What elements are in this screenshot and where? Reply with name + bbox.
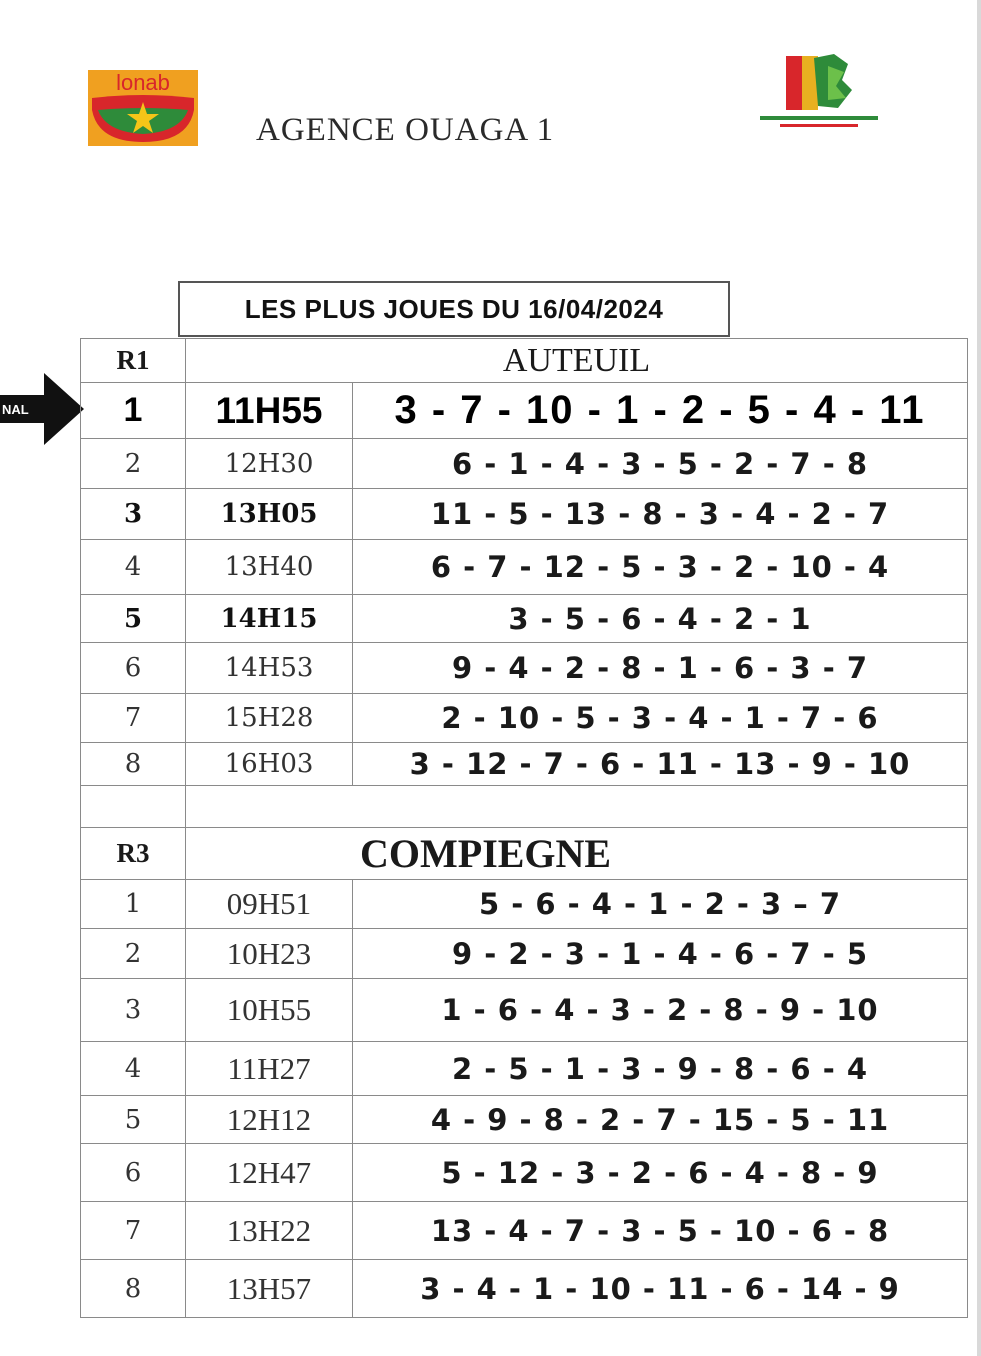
- race-time: 13H57: [186, 1260, 353, 1318]
- race-number: 1: [81, 383, 186, 439]
- race-combination: 1 - 6 - 4 - 3 - 2 - 8 - 9 - 10: [353, 979, 968, 1042]
- race-time: 12H12: [186, 1096, 353, 1144]
- race-time: 13H05: [186, 489, 353, 540]
- table-row: [81, 489, 968, 540]
- race-time: 11H55: [186, 383, 353, 439]
- race-combination: 6 - 1 - 4 - 3 - 5 - 2 - 7 - 8: [353, 439, 968, 489]
- meeting-code: R3: [81, 828, 186, 880]
- meeting-header-row: [81, 339, 968, 383]
- race-number: 7: [81, 1202, 186, 1260]
- table-row: [81, 1202, 968, 1260]
- table-row: [81, 540, 968, 595]
- table-row: [81, 595, 968, 643]
- race-number: 2: [81, 439, 186, 489]
- table-row: [81, 643, 968, 694]
- lonab-logo-text: lonab: [116, 70, 170, 95]
- race-time: 14H15: [186, 595, 353, 643]
- race-number: 7: [81, 694, 186, 743]
- race-number: 3: [81, 489, 186, 540]
- meeting-code: R1: [81, 339, 186, 383]
- race-time: 12H30: [186, 439, 353, 489]
- table-row: [81, 1144, 968, 1202]
- race-number: 6: [81, 643, 186, 694]
- race-combination: 6 - 7 - 12 - 5 - 3 - 2 - 10 - 4: [353, 540, 968, 595]
- race-combination: 3 - 12 - 7 - 6 - 11 - 13 - 9 - 10: [353, 743, 968, 786]
- arrow-right-icon: [0, 373, 84, 445]
- svg-text:NAL: NAL: [2, 402, 29, 417]
- race-time: 16H03: [186, 743, 353, 786]
- race-number: 6: [81, 1144, 186, 1202]
- table-row: [81, 694, 968, 743]
- race-combination: 11 - 5 - 13 - 8 - 3 - 4 - 2 - 7: [353, 489, 968, 540]
- table-row: [81, 1096, 968, 1144]
- race-combination: 5 - 12 - 3 - 2 - 6 - 4 - 8 - 9: [353, 1144, 968, 1202]
- race-time: 10H23: [186, 929, 353, 979]
- page-edge-shadow: [977, 0, 981, 1356]
- page-title: LES PLUS JOUES DU 16/04/2024: [178, 281, 730, 337]
- race-number: 8: [81, 743, 186, 786]
- race-time: 10H55: [186, 979, 353, 1042]
- empty-cell: [186, 786, 968, 828]
- race-time: 13H22: [186, 1202, 353, 1260]
- race-combination: 13 - 4 - 7 - 3 - 5 - 10 - 6 - 8: [353, 1202, 968, 1260]
- partner-emblem-logo: [758, 50, 880, 136]
- table-row: [81, 979, 968, 1042]
- table-row: [81, 880, 968, 929]
- race-number: 2: [81, 929, 186, 979]
- race-combination: 3 - 7 - 10 - 1 - 2 - 5 - 4 - 11: [353, 383, 968, 439]
- race-number: 3: [81, 979, 186, 1042]
- race-combination: 4 - 9 - 8 - 2 - 7 - 15 - 5 - 11: [353, 1096, 968, 1144]
- race-time: 11H27: [186, 1042, 353, 1096]
- lonab-logo: [88, 70, 198, 146]
- table-row: [81, 383, 968, 439]
- race-time: 09H51: [186, 880, 353, 929]
- meeting-name: COMPIEGNE: [186, 828, 968, 880]
- table-row: [81, 439, 968, 489]
- race-time: 12H47: [186, 1144, 353, 1202]
- race-combination: 3 - 4 - 1 - 10 - 11 - 6 - 14 - 9: [353, 1260, 968, 1318]
- race-combination: 9 - 2 - 3 - 1 - 4 - 6 - 7 - 5: [353, 929, 968, 979]
- race-combination: 9 - 4 - 2 - 8 - 1 - 6 - 3 - 7: [353, 643, 968, 694]
- race-combination: 3 - 5 - 6 - 4 - 2 - 1: [353, 595, 968, 643]
- meeting-name: AUTEUIL: [186, 339, 968, 383]
- empty-row: [81, 786, 968, 828]
- meeting-header-row: [81, 828, 968, 880]
- race-number: 4: [81, 540, 186, 595]
- table-row: [81, 929, 968, 979]
- race-combination: 5 - 6 - 4 - 1 - 2 - 3 – 7: [353, 880, 968, 929]
- agency-name: AGENCE OUAGA 1: [256, 112, 555, 148]
- race-time: 13H40: [186, 540, 353, 595]
- race-number: 8: [81, 1260, 186, 1318]
- race-number: 5: [81, 595, 186, 643]
- races-table: [80, 338, 968, 1318]
- race-time: 14H53: [186, 643, 353, 694]
- race-combination: 2 - 10 - 5 - 3 - 4 - 1 - 7 - 6: [353, 694, 968, 743]
- table-row: [81, 1042, 968, 1096]
- table-row: [81, 743, 968, 786]
- empty-cell: [81, 786, 186, 828]
- race-time: 15H28: [186, 694, 353, 743]
- table-row: [81, 1260, 968, 1318]
- race-number: 4: [81, 1042, 186, 1096]
- race-number: 5: [81, 1096, 186, 1144]
- race-combination: 2 - 5 - 1 - 3 - 9 - 8 - 6 - 4: [353, 1042, 968, 1096]
- race-number: 1: [81, 880, 186, 929]
